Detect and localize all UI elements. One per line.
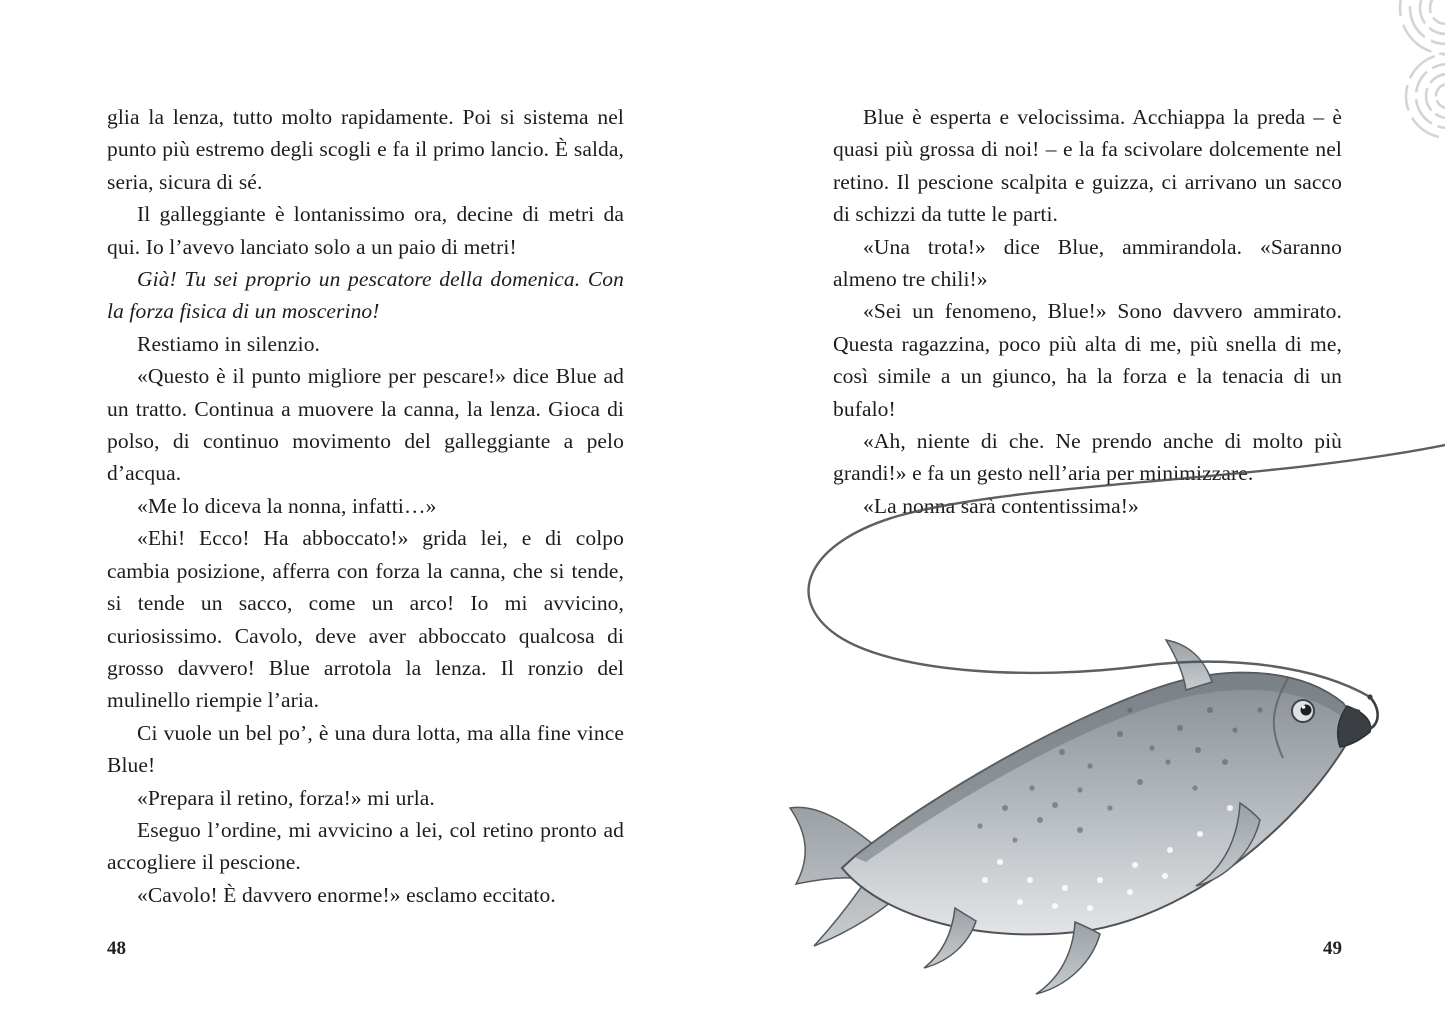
- paragraph: Il galleggiante è lontanissimo ora, decine di metri da qui. Io l’avevo lanciato solo a un paio di metri!: [107, 202, 624, 259]
- paragraph: Ci vuole un bel po’, è una dura lotta, ma alla fine vince Blue!: [107, 720, 624, 778]
- fishing-line: [809, 445, 1445, 697]
- paragraph: «La nonna sarà contentissima!»: [863, 493, 1139, 518]
- left-page-text: [107, 101, 624, 911]
- fish-eye-highlight: [1302, 705, 1306, 709]
- paragraph: Blue è esperta e velocissima. Acchiappa la preda – è quasi più grossa di noi! – e la fa scivolare dolcemente nel retino. Il pescione scalpita e guizza, ci arrivano un sacco di schizzi da tutte le parti.: [833, 105, 1342, 227]
- paragraph: «Ehi! Ecco! Ha abboccato!» grida lei, e di colpo cambia posizione, afferra con forza la canna, che si tende, si tende un sacco, come un arco! Io mi avvicino, curiosissimo. Cavolo, deve aver abboccato qualcosa di grosso davvero! Blue arrotola la lenza. Il ronzio del mulinello riempie l’aria.: [107, 526, 624, 713]
- paragraph: «Prepara il retino, forza!» mi urla.: [137, 785, 435, 810]
- paragraph: glia la lenza, tutto molto rapidamente. Poi si sistema nel punto più estremo degli scogli e fa il primo lancio. È salda, seria, sicura di sé.: [107, 105, 624, 194]
- paragraph: Restiamo in silenzio.: [137, 331, 321, 356]
- paragraph: «Sei un fenomeno, Blue!» Sono davvero ammirato. Questa ragazzina, poco più alta di me, più snella di me, così simile a un giunco, ha la forza e la tenacia di un bufalo!: [833, 299, 1342, 421]
- paragraph: Già! Tu sei proprio un pescatore della domenica. Con la forza fisica di un moscerino!: [107, 267, 624, 324]
- paragraph: «Questo è il punto migliore per pescare!» dice Blue ad un tratto. Continua a muovere la canna, la lenza. Gioca di polso, di continuo movimento del galleggiante a pelo d’acqua.: [107, 364, 624, 486]
- paragraph: Eseguo l’ordine, mi avvicino a lei, col retino pronto ad accogliere il pescione.: [107, 817, 624, 875]
- page-number-right: 49: [1323, 938, 1342, 959]
- paragraph: «Cavolo! È davvero enorme!» esclamo eccitato.: [137, 882, 556, 907]
- paragraph: «Ah, niente di che. Ne prendo anche di molto più grandi!» e fa un gesto nell’aria per minimizzare.: [833, 429, 1342, 486]
- paragraph: «Me lo diceva la nonna, infatti…»: [137, 493, 437, 518]
- fingerprint-decoration: [1350, 0, 1445, 150]
- fish-illustration: [780, 410, 1445, 1010]
- page-number-left: 48: [107, 938, 126, 959]
- paragraph: «Una trota!» dice Blue, ammirandola. «Saranno almeno tre chili!»: [833, 234, 1342, 292]
